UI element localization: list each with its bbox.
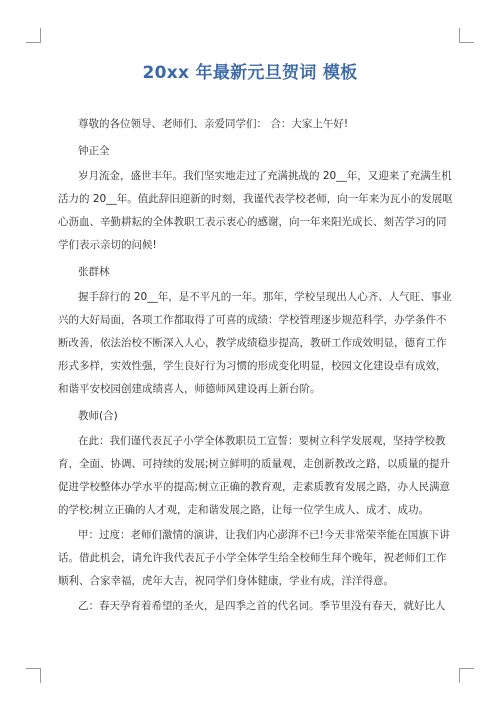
text-line: 心沥血、辛勤耕耘的全体教职工表示衷心的感谢，向一年来阳光成长、刻苦学习的同 — [58, 216, 447, 228]
speaker-name: 钟正全 — [78, 145, 110, 157]
text-line: 甲：过度：老师们激情的演讲，让我们内心澎湃不已!今天非常荣幸能在国旗下讲 — [78, 529, 450, 541]
document-page — [58, 58, 453, 618]
text-line: 的学校;树立正确的人才观，走和谐发展之路，让每一位学生成人、成才、成功。 — [58, 504, 430, 516]
document-body — [58, 113, 453, 618]
text-line: 断改善，依法治校不断深入人心，教学成绩稳步提高，教研工作成效明显，德育工作 — [58, 337, 447, 349]
speaker-name: 张群林 — [78, 266, 110, 278]
text-line: 兴的大好局面，各项工作都取得了可喜的成绩：学校管理逐步规范科学，办学条件不 — [58, 314, 447, 326]
text-line: 在此：我们谨代表瓦子小学全体教职员工宣誓：要树立科学发展观，坚持学校教 — [78, 435, 446, 447]
page-corner-mark-bottom-right — [459, 668, 474, 683]
text-line: 乙：春天孕育着希望的圣火，是四季之首的代名词。季节里没有春天，就好比人 — [78, 600, 446, 612]
page-corner-mark-bottom-left — [26, 668, 41, 683]
text-line: 尊敬的各位领导、老师们、亲爱同学们： 合：大家上午好! — [78, 118, 349, 130]
text-line: 岁月流金，盛世丰年。我们坚实地走过了充满挑战的 20__年，又迎来了充满生机 — [78, 170, 452, 182]
text-line: 形式多样，实效性强，学生良好行为习惯的形成变化明显，校园文化建设卓有成效， — [58, 360, 447, 372]
text-line: 学们表示亲切的问候! — [58, 239, 157, 251]
text-line: 促进学校整体办学水平的提高;树立正确的教育观，走素质教育发展之路，办人民满意 — [58, 481, 451, 493]
text-line: 握手辞行的 20__年，是不平凡的一年。那年，学校呈现出人心齐、人气旺、事业 — [78, 291, 452, 303]
speaker-name: 教师(合) — [78, 410, 118, 422]
document-title: 20xx 年最新元旦贺词 模板 — [142, 63, 358, 83]
text-line: 话。借此机会，请允许我代表瓦子小学全体学生给全校师生拜个晚年，祝老师们工作 — [58, 552, 447, 564]
page-corner-mark-top-left — [26, 28, 41, 43]
text-line: 和谐平安校园创建成绩喜人，师德师风建设再上新台阶。 — [58, 383, 321, 395]
text-line: 活力的 20__年。值此辞旧迎新的时刻，我谨代表学校老师，向一年来为瓦小的发展呕 — [58, 193, 453, 205]
page-corner-mark-top-right — [459, 28, 474, 43]
text-line: 顺利、合家幸福，虎年大吉，祝同学们身体健康，学业有成，洋洋得意。 — [58, 575, 394, 587]
text-line: 育，全面、协调、可持续的发展;树立鲜明的质量观，走创新教改之路，以质量的提升 — [58, 458, 451, 470]
